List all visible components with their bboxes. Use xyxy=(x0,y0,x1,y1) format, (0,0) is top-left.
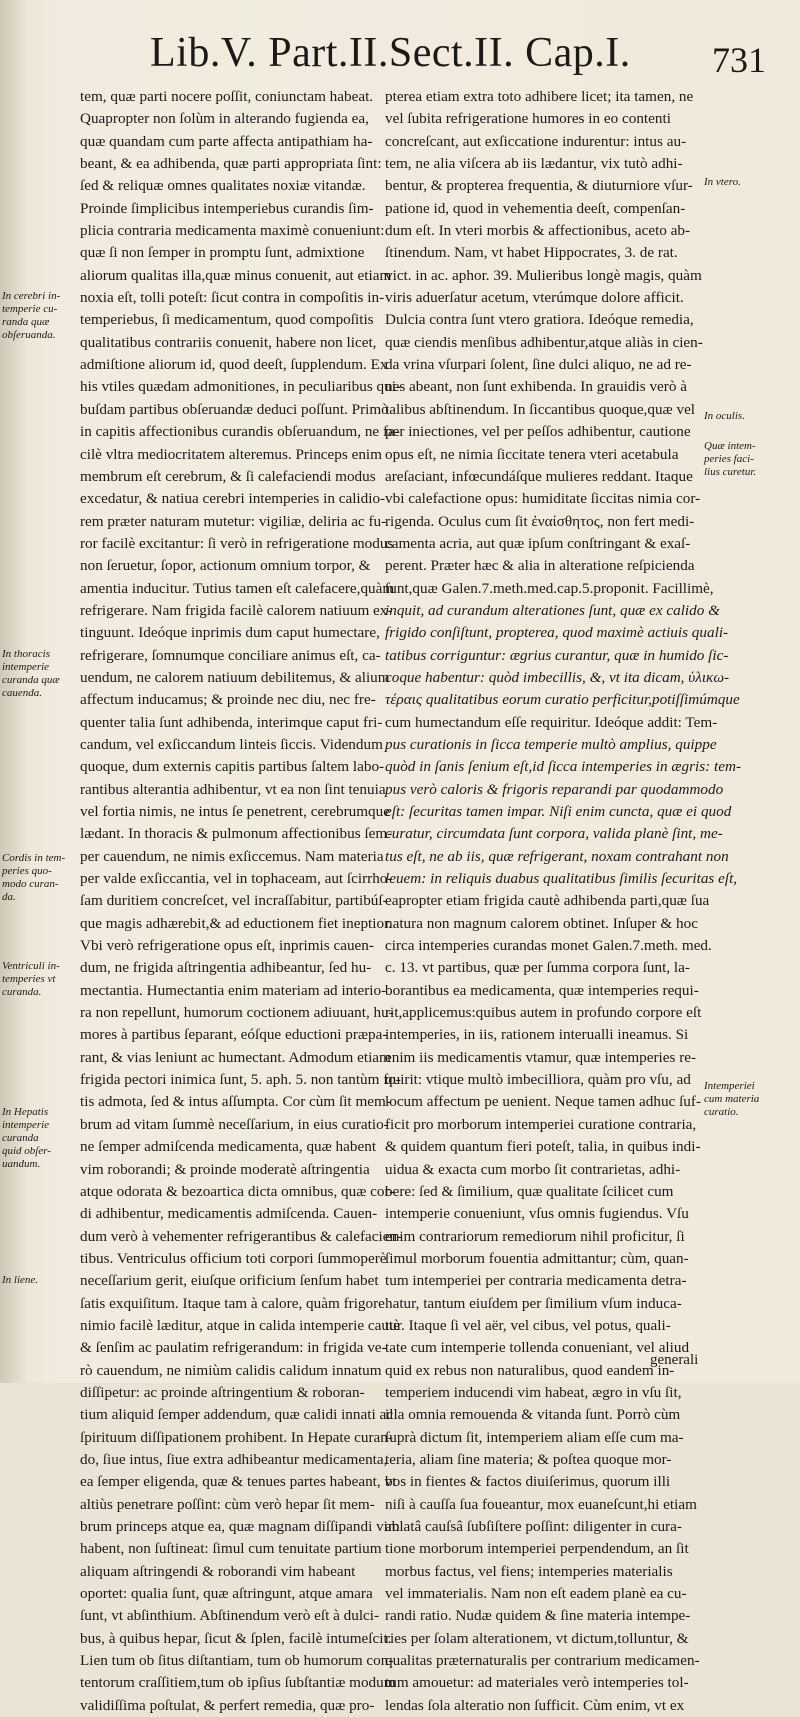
margin-note-cerebri xyxy=(2,290,66,342)
text-line: rigenda. Oculus cum ſit ἐναίσθητος, non fert medi- xyxy=(385,512,695,530)
text-line: quæ quandam cum parte affecta antipathiam ha- xyxy=(80,132,373,150)
text-line: validiſſima poſtulat, & perfert remedia, quæ pro- xyxy=(80,1696,375,1714)
text-line: da vrina vſurpari ſolent, ſine dulci aliquo, ne ad re- xyxy=(385,356,692,374)
text-line: niſi à cauſſa ſua foueantur, mox euaneſcunt,hi etiam xyxy=(385,1495,697,1513)
text-line: ſam duritiem concreſcet, vel incraſſabitur, partibúſ- xyxy=(80,892,388,910)
margin-note-line: quid obſer- xyxy=(2,1145,51,1157)
margin-note-line: In Hepatis xyxy=(2,1106,49,1118)
text-line: hatur, tantum eiuſdem per ſimilium vſum induca- xyxy=(385,1294,682,1312)
text-line: coque habentur: quòd imbecillis, &, vt ita dicam, ὑλικω- xyxy=(385,668,730,686)
text-line: areſaciant, infœcundáſque mulieres reddant. Itaque xyxy=(385,467,693,485)
text-line: qualitatibus contrariis conuenit, habere non licet, xyxy=(80,333,377,351)
text-line: ror facilè excitantur: ſi verò in refrigeratione modus xyxy=(80,534,394,552)
text-line: quoque, dum externis capitis partibus ſaltem labo- xyxy=(80,758,385,776)
text-line: tione morborum intemperiei perpendendum, an ſit xyxy=(385,1540,689,1558)
margin-note-thoracis xyxy=(2,648,66,700)
text-line: cum humectandum eſſe requiritur. Ideóque addit: Tem- xyxy=(385,713,718,731)
text-line: enim contrariorum remediorum nihil proficitur, ſi xyxy=(385,1227,685,1245)
margin-note-line: In liene. xyxy=(2,1274,39,1286)
text-line: quid ex rebus non naturalibus, quod eandem in- xyxy=(385,1361,675,1379)
margin-note-line: temperies vt xyxy=(2,973,56,985)
text-line: bus, à quibus hepar, ſicut & ſplen, facilè intumeſcit. xyxy=(80,1629,392,1647)
text-line: & ſenſim ac paulatim refrigerandum: in frigida ve- xyxy=(80,1339,387,1357)
text-line: ra non repellunt, humorum coctionem adiuuant, hu- xyxy=(80,1004,394,1022)
text-line: aliquam aſtringendi & roborandi vim habeant xyxy=(80,1562,356,1580)
text-line: vim roborandi; & proinde moderatè aſtringentia xyxy=(80,1160,370,1178)
text-line: tibus. Ventriculus officium toti corpori ſummoperè xyxy=(80,1249,387,1267)
text-line: perent. Præter hæc & alia in alteratione reſpicienda xyxy=(385,557,695,575)
text-line: neceſſarium gerit, eiuſque orificium ſenſum habet xyxy=(80,1272,379,1290)
text-line: mores à partibus ſeparant, eóſque eductioni præpa- xyxy=(80,1026,388,1044)
margin-note-line: In oculis. xyxy=(704,410,745,422)
margin-note-line: peries faci- xyxy=(704,453,754,465)
text-line: temperiem inducendi vim habeat, ægro in vſu ſit, xyxy=(385,1383,682,1401)
text-line: do, ſiue intus, ſiue extra adhibeantur medicamenta, xyxy=(80,1450,388,1468)
text-line: ea ſemper eligenda, quæ & tenues partes habeant, vt xyxy=(80,1473,397,1491)
text-line: ſimul morborum fouentia admittantur; cùm, quan- xyxy=(385,1249,689,1267)
text-line: excedatur, & natiua cerebri intemperies in calidio- xyxy=(80,490,386,508)
text-line: illa omnia remouenda & vitanda ſunt. Porrò cùm xyxy=(385,1406,681,1424)
text-line: mectantia. Humectantia enim materiam ad interio- xyxy=(80,981,387,999)
text-line: curatur, circumdata ſunt corpora, valida planè ſint, me- xyxy=(385,825,723,843)
text-line: tis admota, ſed & intus aſſumpta. Cor cùm ſit mem- xyxy=(80,1093,391,1111)
text-line: tum amouetur: ad materiales verò intemperies tol- xyxy=(385,1674,689,1692)
text-line: uendum, ne calorem natiuum debilitemus, & alium xyxy=(80,668,390,686)
text-line: morbus factus, vel fiens; intemperies materialis xyxy=(385,1562,673,1580)
text-line: Vbi verò refrigeratione opus eſt, inprimis cauen- xyxy=(80,937,374,955)
running-title: Lib.V. Part.II.Sect.II. Cap.I. xyxy=(150,30,631,76)
margin-note-line: uandum. xyxy=(2,1158,41,1170)
text-line: habent, non ſuſtineat: ſimul cum tenuitate partium xyxy=(80,1540,382,1558)
text-line: dum verò à vehementer refrigerantibus & calefacien- xyxy=(80,1227,403,1245)
text-line: viris aduerſatur acetum, vterúmque dolore afficit. xyxy=(385,289,684,307)
text-line: per cauendum, ne nimis exſiccemus. Nam materia xyxy=(80,847,384,865)
text-line: Proinde ſimplicibus intemperiebus curandis ſim- xyxy=(80,199,374,217)
text-line: inquit, ad curandum alterationes ſunt, quæ ex calido & xyxy=(385,601,720,619)
text-line: oportet: qualia ſunt, quæ aſtringunt, atque amara xyxy=(80,1585,373,1603)
margin-note-line: In cerebri in- xyxy=(2,290,61,302)
text-line: tem, quæ parti nocere poſſit, coniunctam habeat. xyxy=(80,88,374,105)
margin-note-line: In vtero. xyxy=(704,176,741,188)
text-line: eſt: ſecuritas tamen impar. Niſi enim cuncta, quæ ei quod xyxy=(385,803,732,820)
text-line: plicia contraria medicamenta maximè conueniunt: xyxy=(80,222,385,240)
margin-note-line: intemperie xyxy=(2,1119,50,1131)
text-line: vbi calefactione opus: humiditate ſiccitas nimia cor- xyxy=(385,490,701,508)
text-line: rant, & vias leniunt ac humectant. Admodum etiam xyxy=(80,1048,391,1066)
text-line: altiùs penetrare poſſint: cùm verò hepar ſit mem- xyxy=(80,1495,375,1513)
text-line: non ſeruetur, ſopor, actionum omnium torpor, & xyxy=(80,557,371,575)
text-line: his vtiles quædam admonitiones, in peculiaribus qui- xyxy=(80,378,402,396)
text-line: lendas ſola alteratio non ſufficit. Cùm enim, vt ex xyxy=(385,1696,685,1714)
margin-note-line: curanda quæ xyxy=(2,674,60,686)
text-line: ſtinendum. Nam, vt habet Hippocrates, 3. de rat. xyxy=(385,244,678,262)
margin-note-ventriculi xyxy=(2,960,66,999)
margin-note-hepatis xyxy=(2,1106,66,1171)
text-line: concreſcant, aut exſiccatione indurentur: intus au- xyxy=(385,132,687,150)
text-line: intemperie conueniunt, vſus omnis fugiendus. Vſu xyxy=(385,1205,689,1223)
text-line: quæ ciendis menſibus adhibentur,atque aliàs in cien- xyxy=(385,333,703,351)
text-line: tur. Itaque ſi vel aër, vel cibus, vel potus, quali- xyxy=(385,1316,671,1334)
text-line: per iniectiones, vel per peſſos adhibentur, cautione xyxy=(385,423,691,441)
text-line: frigida pectori inimica ſunt, 5. aph. 5. non tantùm fo- xyxy=(80,1071,401,1089)
text-line: refrigerare, ſomnumque conciliare animus eſt, ca- xyxy=(80,646,381,664)
text-line: admiſtione aliorum id, quod deeſt, ſupplendum. Ex xyxy=(80,356,388,374)
text-line: in capitis affectionibus curandis obſeruandum, ne fa- xyxy=(80,423,400,441)
text-line: leuem: in reliquis duabus qualitatibus ſimilis ſecuritas eſt, xyxy=(385,870,738,888)
text-line: talibus abſtinendum. In ſiccantibus quoque,quæ vel xyxy=(385,400,696,418)
text-line: ſuprà dictum ſit, intemperiem aliam eſſe cum ma- xyxy=(385,1428,684,1446)
text-line: candum, vel exſiccandum linteis ſiccis. Videndum xyxy=(80,735,383,753)
margin-note-line: Ventriculi in- xyxy=(2,960,60,972)
text-line: enim iis medicamentis vtamur, quæ intemperies re- xyxy=(385,1048,697,1066)
text-line: uidua & exacta cum morbo ſit contrarietas, adhi- xyxy=(385,1160,681,1178)
text-line: eapropter etiam frigida cautè adhibenda parti,quæ ſua xyxy=(385,892,710,910)
text-line: brum princeps atque ea, quæ magnam diſſipandi vim xyxy=(80,1518,400,1535)
text-line: patione id, quod in vehementia deeſt, compenſan- xyxy=(385,199,686,217)
text-line: tentorum craſſitiem,tum ob ipſius ſubſtantiæ modum xyxy=(80,1674,396,1692)
text-line: Quapropter non ſolùm in alterando fugienda ea, xyxy=(80,110,369,128)
margin-note-liene xyxy=(2,1274,66,1287)
text-line: quirit: vtique multò imbecilliora, quàm pro vſu, ad xyxy=(385,1071,691,1089)
text-line: ſatis exquiſitum. Itaque tam à calore, quàm frigore xyxy=(80,1294,385,1312)
text-line: vict. in ac. aphor. 39. Mulieribus longè magis, quàm xyxy=(385,266,702,284)
text-line: refrigerare. Nam frigida facilè calorem natiuum ex- xyxy=(80,601,393,619)
text-line: natura non magnum calorem obtinet. Inſuper & hoc xyxy=(385,914,698,932)
text-line: τέραις qualitatibus eorum curatio perficitur,potiſſimúmque xyxy=(385,691,740,709)
margin-note-line: curanda. xyxy=(2,986,42,998)
text-line: ſunt,quæ Galen.7.meth.med.cap.5.proponit. Facillimè, xyxy=(385,579,714,597)
text-line: nimio facilè læditur, atque in calida intemperie cautè xyxy=(80,1316,400,1334)
margin-note-line: In thoracis xyxy=(2,648,50,660)
text-line: tate cum intemperie tollenda conueniant, vel aliud xyxy=(385,1339,690,1357)
text-line: qualitas præternaturalis per contrarium medicamen- xyxy=(385,1652,700,1670)
text-line: tus eſt, ne ab iis, quæ refrigerant, noxam contrahant non xyxy=(385,847,729,865)
text-line: tinguunt. Ideóque inprimis dum caput humectare, xyxy=(80,624,380,642)
margin-note-line: cum materia xyxy=(704,1093,760,1105)
text-line: bere: ſed & ſimilium, quæ qualitate ſcilicet cum xyxy=(385,1182,674,1200)
margin-note-line: Intemperiei xyxy=(704,1080,755,1092)
margin-note-cordis xyxy=(2,852,66,904)
text-line: ficit pro morborum intemperiei curatione contraria, xyxy=(385,1115,697,1133)
text-line: ablatâ cauſsâ ſubſiſtere poſſint: diligenter in cura- xyxy=(385,1518,682,1535)
text-line: bentur, & propterea frequentia, & diuturniore vſur- xyxy=(385,177,693,195)
margin-note-line: da. xyxy=(2,891,16,903)
text-line: buſdam partibus obſeruandæ deduci poſſunt. Primò xyxy=(80,400,389,418)
text-line: opus eſt, ne nimia ſiccitate tenera vteri acetabula xyxy=(385,445,679,463)
text-line: c. 13. vt partibus, quæ per ſumma corpora ſunt, la- xyxy=(385,959,690,977)
text-line: pus curationis in ſicca temperie multò amplius, quippe xyxy=(385,735,717,753)
text-line: vel immaterialis. Nam non eſt eadem planè ea cu- xyxy=(385,1585,687,1603)
text-line: tium aliquid ſemper addendum, quæ calidi innati ac xyxy=(80,1406,393,1424)
text-line: & quidem quantum fieri poteſt, talia, in quibus indi- xyxy=(385,1138,701,1156)
text-line: circa intemperies curandas monet Galen.7.meth. med. xyxy=(385,937,712,955)
text-line: quæ ſi non ſemper in promptu ſunt, admixtione xyxy=(80,244,365,262)
text-line: intemperies, in iis, rationem interualli ineamus. Si xyxy=(385,1026,689,1044)
text-line: camenta acria, aut quæ ipſum conſtringant & exaſ- xyxy=(385,534,691,552)
text-line: ſpirituum diſſipationem prohibent. In Hepate curan- xyxy=(80,1428,393,1446)
text-line: locum affectum pe uenient. Neque tamen adhuc ſuf- xyxy=(385,1093,702,1111)
page-number: 731 xyxy=(712,40,766,80)
text-line: borantibus ea medicamenta, quæ intemperies requi- xyxy=(385,981,699,999)
margin-note-line: lius curetur. xyxy=(704,466,757,478)
margin-note-facilius xyxy=(704,440,798,479)
text-line: Lien tum ob ſitus diſtantiam, tum ob humorum con- xyxy=(80,1652,394,1670)
text-line: rantibus alterantia adhibentur, vt ea non ſint tenuia xyxy=(80,780,386,798)
text-line: ſed & reliquæ omnes qualitates noxiæ vitandæ. xyxy=(80,177,366,195)
text-line: vel fortia nimis, ne intus ſe penetrent, cerebrumque xyxy=(80,803,390,820)
catchword: generali xyxy=(650,1352,699,1368)
text-line: lædant. In thoracis & pulmonum affectionibus ſem- xyxy=(80,825,393,843)
margin-note-line: modo curan- xyxy=(2,878,59,890)
margin-note-oculis xyxy=(704,410,798,423)
margin-note-line: Quæ intem- xyxy=(704,440,756,452)
margin-note-line: randa quæ xyxy=(2,316,50,328)
text-line: cilè vltra mediocritatem alteremus. Princeps enim xyxy=(80,445,382,463)
text-line: pterea etiam extra toto adhibere licet; ita tamen, ne xyxy=(385,88,694,105)
margin-note-vtero xyxy=(704,176,798,189)
text-line: nes abeant, non ſunt exhibenda. In grauidis verò à xyxy=(385,378,687,396)
text-line: vel ſubita refrigeratione humores in eo contenti xyxy=(385,110,671,128)
text-line: ries per ſolam alterationem, vt dictum,tolluntur, & xyxy=(385,1629,689,1647)
margin-note-line: peries quo- xyxy=(2,865,52,877)
text-line: quenter talia ſunt adhibenda, interimque caput fri- xyxy=(80,713,383,731)
text-line: brum ad vitam ſummè neceſſarium, in eius curatio- xyxy=(80,1115,389,1133)
margin-note-line: temperie cu- xyxy=(2,303,58,315)
text-line: temperiebus, ſi medicamentum, quod compoſitis xyxy=(80,311,374,329)
text-line: tatibus corriguntur: ægrius curantur, quæ in humido ſic- xyxy=(385,646,729,664)
text-line: bos in fientes & factos diuiſerimus, quorum illi xyxy=(385,1473,671,1491)
text-line: teria, aliam ſine materia; & poſtea quoque mor- xyxy=(385,1450,672,1468)
text-line: rem præter naturam mutetur: vigiliæ, deliria ac fu- xyxy=(80,512,387,530)
margin-note-materia xyxy=(704,1080,798,1119)
text-line: que magis adhærebit,& ad eductionem fiet ineptior. xyxy=(80,914,393,932)
text-line: Dulcia contra ſunt vtero gratiora. Ideóque remedia, xyxy=(385,311,694,329)
text-line: dum, ne frigida aſtringentia adhibeantur, ſed hu- xyxy=(80,959,372,977)
margin-note-line: obſeruanda. xyxy=(2,329,56,341)
margin-note-line: cauenda. xyxy=(2,687,43,699)
text-line: randi ratio. Nudæ quidem & ſine materia intempe- xyxy=(385,1607,691,1625)
text-line: rò cauendum, ne nimiùm calidis calidum innatum xyxy=(80,1361,382,1379)
text-line: rit,applicemus:quibus autem in profundo corpore eſt xyxy=(385,1004,702,1022)
left-text-column xyxy=(80,86,403,1717)
text-line: amentia inducitur. Tutius tamen eſt calefacere,quàm xyxy=(80,579,395,597)
text-line: membrum eſt cerebrum, & ſi calefaciendi modus xyxy=(80,467,376,485)
text-line: per valde exſiccantia, vel in tophaceam, aut ſcirrho- xyxy=(80,870,393,888)
text-line: beant, & ea adhibenda, quæ parti appropriata ſint: xyxy=(80,155,382,173)
margin-note-line: Cordis in tem- xyxy=(2,852,66,864)
margin-note-line: curatio. xyxy=(704,1106,739,1118)
text-line: tem, ne alia viſcera ab iis lædantur, vix tutò adhi- xyxy=(385,155,683,173)
text-line: affectum inducamus; & proinde nec diu, nec fre- xyxy=(80,691,376,709)
text-line: di adhibentur, medicamentis admiſcenda. Cauen- xyxy=(80,1205,378,1223)
text-line: noxia eſt, tolli poteſt: ſicut contra in compoſitis in- xyxy=(80,289,385,307)
margin-note-line: intemperie xyxy=(2,661,50,673)
text-line: frigido conſiſtunt, propterea, quod maximè actiuis quali- xyxy=(385,624,729,642)
text-line: diſſipetur: ac proinde aſtringentium & roboran- xyxy=(80,1383,365,1401)
text-line: ne ſemper admiſcenda medicamenta, quæ habent xyxy=(80,1138,377,1156)
text-line: aliorum qualitas illa,quæ minus conuenit, aut etiam xyxy=(80,266,392,284)
text-line: dum eſt. In vteri morbis & affectionibus, aceto ab- xyxy=(385,222,691,240)
text-line: quòd in ſanis ſenium eſt,id ſicca intemperies in ægris: tem- xyxy=(385,758,742,776)
text-line: pus verò caloris & frigoris reparandi par quodammodo xyxy=(385,780,724,798)
text-line: tum intemperiei per contraria medicamenta detra- xyxy=(385,1272,687,1290)
text-line: ſunt, vt abſinthium. Abſtinendum verò eſt à dulci- xyxy=(80,1607,380,1625)
text-line: atque odorata & bezoartica dicta omnibus, quæ cor- xyxy=(80,1182,395,1200)
margin-note-line: curanda xyxy=(2,1132,39,1144)
